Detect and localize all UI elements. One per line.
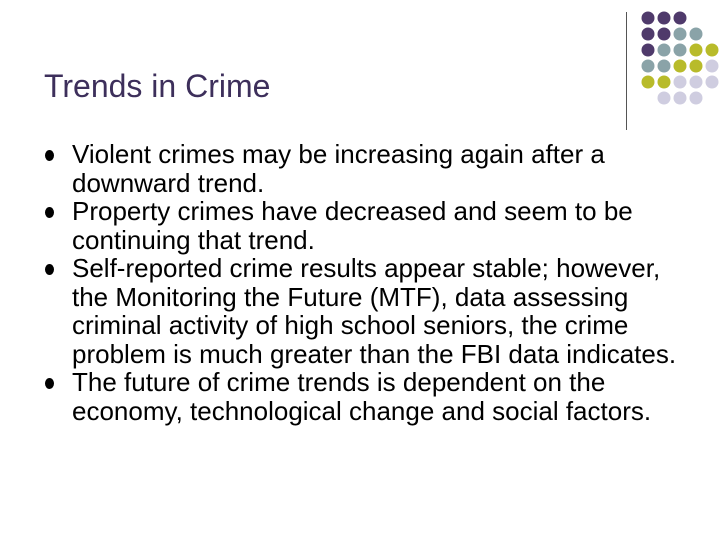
bullet-dot-icon [45,150,54,161]
horizontal-divider [44,116,626,117]
decorative-dot [674,44,687,57]
decorative-dot [642,44,655,57]
decorative-dot [690,92,703,105]
bullet-item [44,254,684,368]
bullet-item [44,197,684,254]
decorative-dot [642,76,655,89]
decorative-dot [658,76,671,89]
vertical-divider [626,12,627,130]
decorative-dot [642,28,655,41]
decorative-dot [674,12,687,25]
decorative-dot [674,28,687,41]
decorative-dot [706,76,719,89]
decorative-dot [642,12,655,25]
decorative-dot-grid [640,10,720,130]
bullet-text: Property crimes have decreased and seem to be continuing that trend. [72,196,633,255]
decorative-dot [658,44,671,57]
decorative-dot [690,28,703,41]
decorative-dot [690,60,703,73]
decorative-dot [674,76,687,89]
bullet-text: Self-reported crime results appear stable; however, the Monitoring the Future (MTF), data assessing criminal activity of high school seniors, the crime problem is much greater than the FBI data indicates. [72,253,677,369]
decorative-dot [658,60,671,73]
bullet-dot-icon [45,207,54,218]
decorative-dot [658,92,671,105]
decorative-dot [674,92,687,105]
slide-title: Trends in Crime [44,68,271,104]
bullet-text: The future of crime trends is dependent on the economy, technological change and social factors. [72,367,652,426]
decorative-dot [706,60,719,73]
decorative-dot [706,44,719,57]
decorative-dot [642,60,655,73]
decorative-dot [690,44,703,57]
decorative-dot [658,28,671,41]
bullet-item [44,368,684,425]
bullet-item [44,140,684,197]
bullet-list [44,140,684,425]
decorative-dot [674,60,687,73]
bullet-text: Violent crimes may be increasing again after a downward trend. [72,139,605,198]
decorative-dot [690,76,703,89]
decorative-dot [658,12,671,25]
bullet-dot-icon [45,264,54,275]
bullet-dot-icon [45,378,54,389]
